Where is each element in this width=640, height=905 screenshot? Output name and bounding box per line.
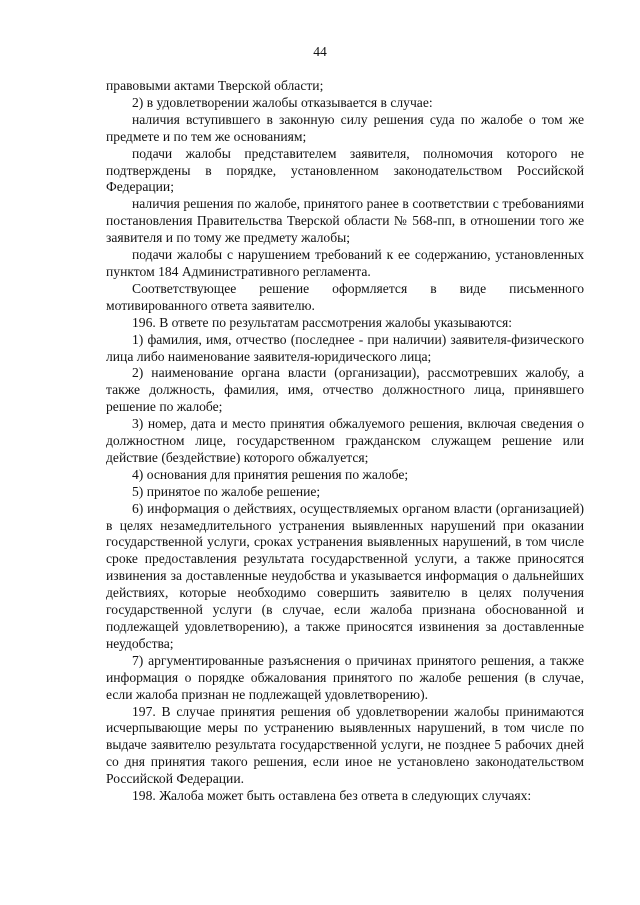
paragraph: Соответствующее решение оформляется в виде письменного мотивированного ответа заявителю. bbox=[106, 280, 584, 313]
page-number: 44 bbox=[313, 44, 327, 59]
paragraph: 3) номер, дата и место принятия обжалуемого решения, включая сведения о должностном лице, государственном гражданском служащем решение или действие (бездействие) которого обжалуется; bbox=[106, 416, 584, 465]
paragraph: 2) в удовлетворении жалобы отказывается в случае: bbox=[132, 94, 433, 110]
paragraph: 1) фамилия, имя, отчество (последнее - при наличии) заявителя-физического лица либо наименование заявителя-юридического лица; bbox=[106, 331, 584, 364]
paragraph: подачи жалобы представителем заявителя, полномочия которого не подтверждены в порядке, установленном законодательством Российской Федерации; bbox=[106, 145, 584, 195]
paragraph: 2) наименование органа власти (организации), рассмотревших жалобу, а также должность, фамилия, имя, отчество должностного лица, принявшего решение по жалобе; bbox=[106, 365, 584, 415]
paragraph: 198. Жалоба может быть оставлена без ответа в следующих случаях: bbox=[132, 788, 532, 804]
document-body bbox=[106, 78, 584, 805]
paragraph: наличия вступившего в законную силу решения суда по жалобе о том же предмете и по тем же основаниям; bbox=[106, 111, 584, 144]
paragraph: 4) основания для принятия решения по жалобе; bbox=[132, 466, 409, 482]
paragraph: 7) аргументированные разъяснения о причинах принятого решения, а также информация о порядке обжалования принятого по жалобе решения (в случае, если жалоба признан не подлежащей удовлетворению). bbox=[106, 652, 584, 702]
paragraph: 197. В случае принятия решения об удовлетворении жалобы принимаются исчерпывающие меры по устранению выявленных нарушений, в том числе по выдаче заявителю результата государственной услуги, не позднее 5 рабочих дней со дня принятия такого решения, если иное не установлено законодательством Российской Федерации. bbox=[106, 703, 584, 787]
paragraph: 196. В ответе по результатам рассмотрения жалобы указываются: bbox=[132, 314, 513, 330]
paragraph: 5) принятое по жалобе решение; bbox=[132, 483, 321, 499]
paragraph: правовыми актами Тверской области; bbox=[106, 78, 324, 93]
paragraph: подачи жалобы с нарушением требований к ее содержанию, установленных пунктом 184 Административного регламента. bbox=[106, 247, 584, 279]
paragraph: наличия решения по жалобе, принятого ранее в соответствии с требованиями постановления Правительства Тверской области № 568-пп, в отношении того же заявителя и по тому же предмету жалобы; bbox=[106, 196, 584, 246]
paragraph: 6) информация о действиях, осуществляемых органом власти (организацией) в целях незамедлительного устранения выявленных нарушений при оказании государственной услуги, сроках устранения выявленных нарушений, в том числе сроке предоставления результата государственной услуги, а также приносятся извинения за доставленные неудобства и указывается информация о дальнейших действиях, которые необходимо совершить заявителю в целях получения государственной услуги (в случае, если жалоба признана обоснованной и подлежащей удовлетворению), а также приносятся извинения за доставленные неудобства; bbox=[106, 500, 584, 651]
